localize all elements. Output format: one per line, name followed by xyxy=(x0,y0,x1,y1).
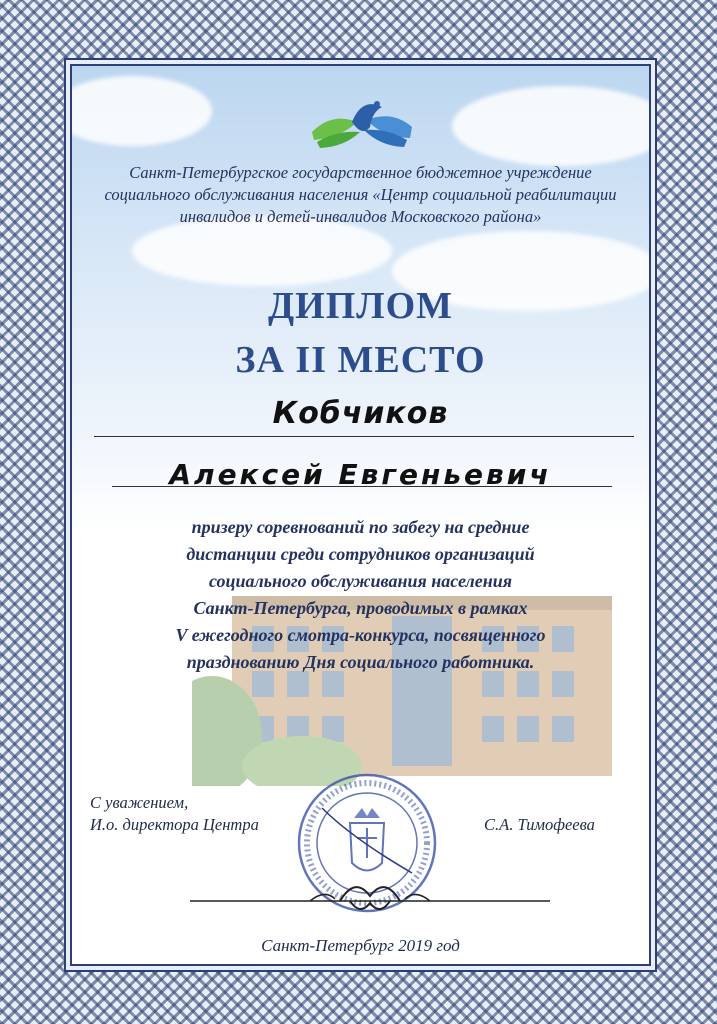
organization-line: Санкт-Петербургское государственное бюджетное учреждение xyxy=(129,163,592,182)
organization-line: инвалидов и детей-инвалидов Московского района» xyxy=(179,207,542,226)
citation-line: V ежегодного смотра-конкурса, посвященного xyxy=(175,625,546,645)
organization-name xyxy=(82,162,639,228)
citation-text xyxy=(112,514,609,676)
dove-hands-logo xyxy=(302,92,422,162)
diploma-title: ДИПЛОМ xyxy=(268,285,453,327)
recipient-name-patronymic: Алексей Евгеньевич xyxy=(169,458,552,491)
citation-line: социального обслуживания населения xyxy=(208,571,513,591)
signer-name: С.А. Тимофеева xyxy=(484,815,595,834)
diploma-sheet xyxy=(70,64,651,966)
organization-line: социального обслуживания населения «Центр социальной реабилитации xyxy=(104,185,617,204)
city-year: Санкт-Петербург 2019 год xyxy=(261,936,460,955)
cloud-decoration xyxy=(70,76,212,146)
name-underline xyxy=(94,436,634,437)
recipient-surname: Кобчиков xyxy=(272,396,449,431)
citation-line: призеру соревнований по забегу на средние xyxy=(191,517,530,537)
citation-line: дистанции среди сотрудников организаций xyxy=(186,544,535,564)
name-underline xyxy=(112,486,612,487)
signer-position: И.о. директора Центра xyxy=(90,815,259,834)
citation-line: празднованию Дня социального работника. xyxy=(186,652,535,672)
ornament-divider xyxy=(190,871,550,921)
cloud-decoration xyxy=(452,86,651,166)
signature-block xyxy=(90,792,259,836)
greeting: С уважением, xyxy=(90,793,189,812)
citation-line: Санкт-Петербурга, проводимых в рамках xyxy=(193,598,528,618)
diploma-place: ЗА II МЕСТО xyxy=(235,339,486,381)
